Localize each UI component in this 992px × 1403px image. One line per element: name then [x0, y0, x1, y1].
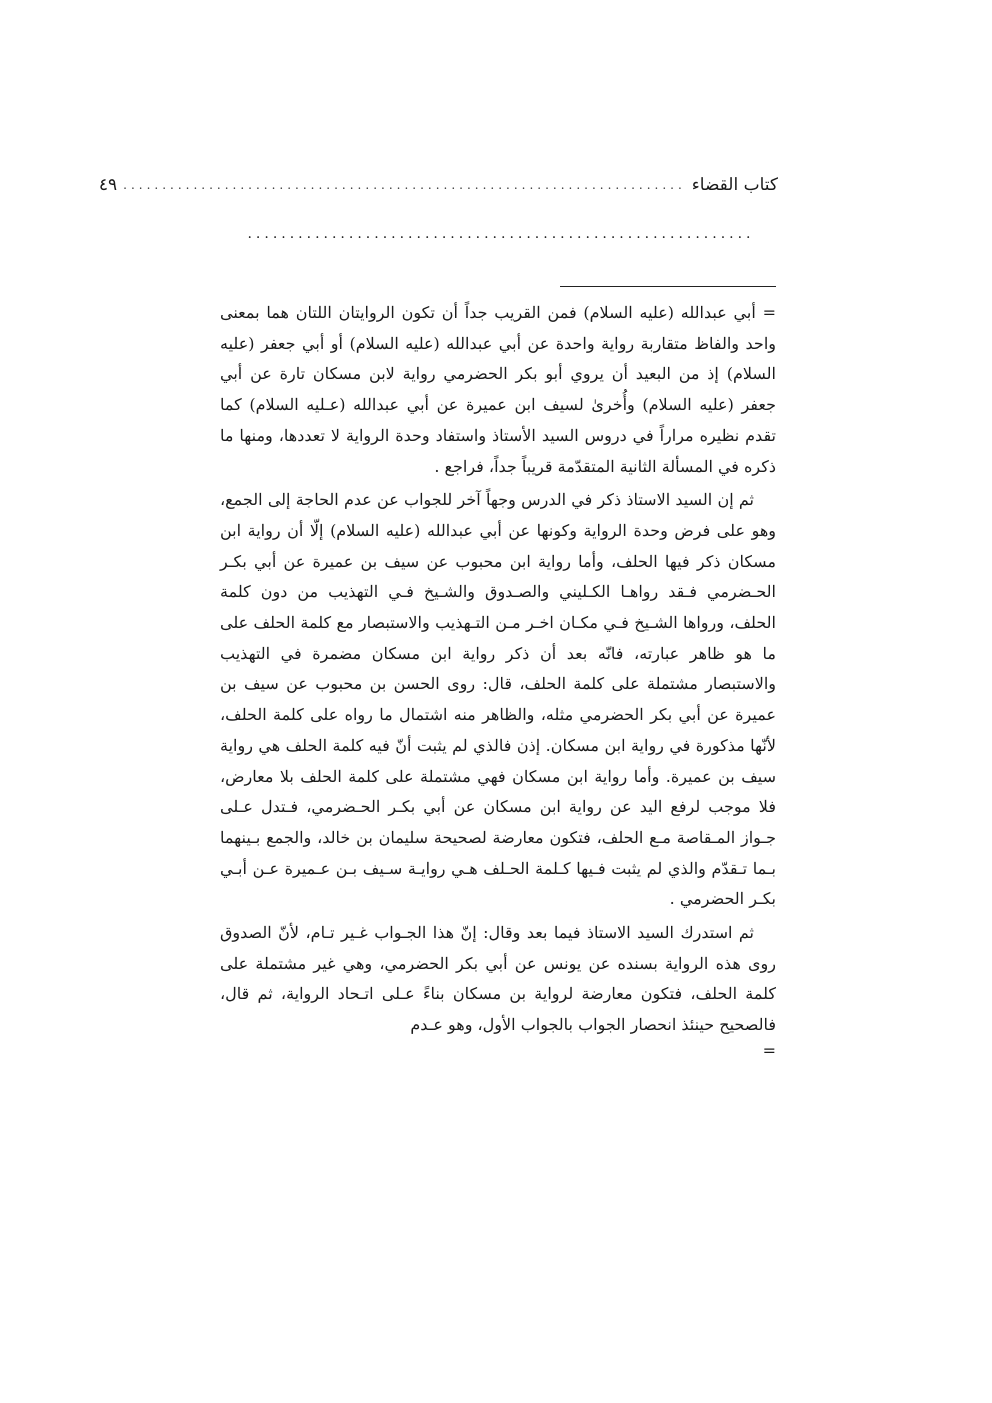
footnote-paragraph-2: ثم إن السيد الاستاذ ذكر في الدرس وجهاً آخر للجواب عن عدم الحاجة إلى الجمع، وهو على فرض وحدة الرواية وكونها عن أبي عبدالله (عليه السلام) إلّا أن رواية ابن مسكان ذكر فيها الحلف، وأما رواية ابن محبوب عن سيف بن عميرة عن أبي بكـر الحـضرمي فـقد رواهـا الكـليني والصـدوق والشـيخ فـي التهذيب من دون كلمة الحلف، ورواها الشـيخ فـي مكـان اخـر مـن التـهذيب والاستبصار مع كلمة الحلف على ما هو ظاهر عبارته، فانّه بعد أن ذكر رواية ابن مسكان مضمرة في التهذيب والاستبصار مشتملة على كلمة الحلف، قال: روى الحسن بن محبوب عن سيف بن عميرة عن أبي بكر الحضرمي مثله، والظاهر منه اشتمال ما رواه على كلمة الحلف، لأنّها مذكورة في رواية ابن مسكان. إذن فالذي لم يثبت أنّ فيه كلمة الحلف هي رواية سيف بن عميرة. وأما رواية ابن مسكان فهي مشتملة على كلمة الحلف بلا معارض، فلا موجب لرفع اليد عن رواية ابن مسكان عن أبي بكـر الحـضرمي، فـتدل عـلى جـواز المـقاصة مـع الحلف، فتكون معارضة لصحيحة سليمان بن خالد، والجمع بـينهما بـما تـقدّم والذي لم يثبت فـيها كـلمة الحـلف هـي روايـة سـيف بـن عـميرة عـن أبـي بكـر الحضرمي .	[220, 490, 776, 909]
footnote-paragraph-1: = أبي عبدالله (عليه السلام) فمن القريب جداً أن تكون الروايتان اللتان هما بمعنى واحد والفاظ متقاربة رواية واحدة عن أبي عبدالله (عليه السلام) أو أبي جعفر (عليه السلام) إذ من البعيد أن يروي أبو بكر الحضرمي رواية لابن مسكان تارة عن أبي جعفر (عليه السلام) وأُخرىٰ لسيف ابن عميرة عن أبي عبدالله (عـليه السلام) كما تقدم نظيره مراراً في دروس السيد الأستاذ واستفاد وحدة الرواية لا تعددها، ومنها ما ذكره في المسألة الثانية المتقدّمة قريباً جداً، فراجع .	[220, 303, 777, 476]
footnote-rule	[560, 286, 776, 287]
footnote-paragraph-3: ثم استدرك السيد الاستاذ فيما بعد وقال: إنّ هذا الجـواب غـير تـام، لأنّ الصدوق روى هذه الرواية بسنده عن يونس عن أبي بكر الحضرمي، وهي غير مشتملة على كلمة الحلف، فتكون معارضة لرواية بن مسكان بناءً عـلى اتـحاد الرواية، ثم قال، فالصحيح حينئذ انحصار الجواب بالجواب الأول، وهو عـدم	[220, 923, 776, 1035]
dotted-separator: ............................................................	[247, 226, 755, 242]
continuation-mark: =	[762, 1040, 776, 1060]
footnote-text	[220, 298, 776, 1061]
header-leader-dots: ........................................................................	[123, 178, 686, 192]
page-number: ٤٩	[98, 175, 118, 195]
running-header	[98, 170, 778, 200]
book-title: كتاب القضاء	[691, 175, 778, 195]
